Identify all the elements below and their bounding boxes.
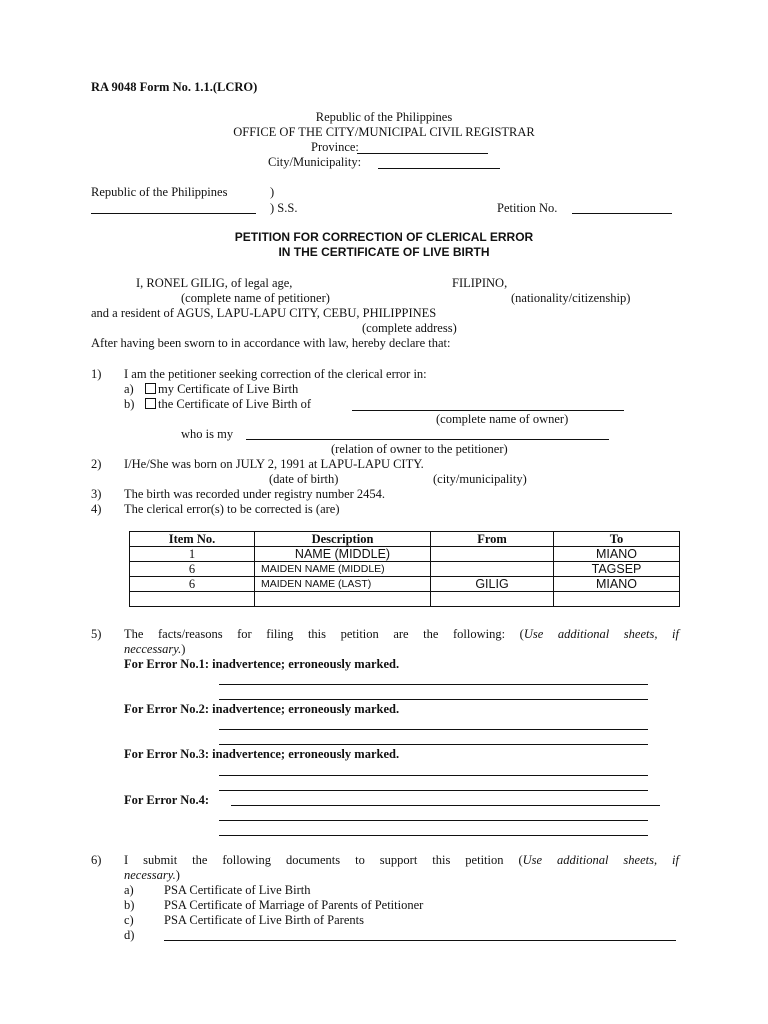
form-code: RA 9048 Form No. 1.1.(LCRO) [91, 80, 258, 94]
petition-no-field[interactable] [572, 213, 672, 214]
item4-number: 4) [91, 502, 102, 516]
title-line2: IN THE CERTIFICATE OF LIVE BIRTH [278, 245, 490, 259]
item5-note-line2 [124, 642, 185, 657]
doc-c-text: PSA Certificate of Live Birth of Parents [164, 913, 364, 927]
header-to: To [554, 532, 680, 547]
item1a-option [145, 382, 298, 397]
error3-line-1[interactable] [219, 775, 648, 776]
item1b-checkbox[interactable] [145, 398, 156, 409]
table-row [130, 562, 680, 577]
error2-reason: For Error No.2: inadvertence; erroneously marked. [124, 702, 400, 716]
item1a-label: a) [124, 382, 134, 396]
dob-caption: (date of birth) [269, 472, 339, 486]
owner-caption: (complete name of owner) [436, 412, 569, 426]
error4-line-3[interactable] [219, 835, 648, 836]
header-item-no: Item No. [130, 532, 255, 547]
cell-description[interactable]: NAME (MIDDLE) [255, 547, 431, 562]
cell-to[interactable]: TAGSEP [554, 562, 680, 577]
doc-b-text: PSA Certificate of Marriage of Parents of Petitioner [164, 898, 424, 912]
cell-item-no[interactable]: 1 [130, 547, 255, 562]
item5-note2: neccessary. [124, 642, 182, 656]
cell-item-no[interactable]: 6 [130, 577, 255, 592]
city-label: City/Municipality: [268, 155, 362, 169]
city-caption: (city/municipality) [433, 472, 527, 486]
item6-note-line2 [124, 868, 180, 883]
cell-to[interactable]: MIANO [554, 547, 680, 562]
item3-text: The birth was recorded under registry number 2454. [124, 487, 386, 501]
province-field[interactable] [357, 153, 488, 154]
item6-note: Use additional sheets, if [522, 853, 679, 867]
item1a-checkbox[interactable] [145, 383, 156, 394]
item1b-label: b) [124, 397, 135, 411]
table-row [130, 592, 680, 607]
error4-line-2[interactable] [219, 820, 648, 821]
error1-line-2[interactable] [219, 699, 648, 700]
intro-line3: After having been sworn to in accordance with law, hereby declare that: [91, 336, 451, 350]
cell-description[interactable]: MAIDEN NAME (LAST) [255, 577, 431, 592]
item2-text: I/He/She was born on JULY 2, 1991 at LAPU-LAPU CITY. [124, 457, 424, 471]
item6-number: 6) [91, 853, 102, 867]
item1b-option [145, 397, 311, 412]
cell-item-no[interactable]: 6 [130, 562, 255, 577]
cell-from[interactable] [431, 592, 554, 607]
header-description: Description [255, 532, 431, 547]
doc-b-label: b) [124, 898, 135, 912]
item6-text-line [124, 853, 679, 868]
item1a-text: my Certificate of Live Birth [158, 382, 299, 396]
header-office: OFFICE OF THE CITY/MUNICIPAL CIVIL REGISTRAR [233, 125, 535, 139]
address-caption: (complete address) [362, 321, 457, 335]
relation-caption: (relation of owner to the petitioner) [331, 442, 508, 456]
error3-reason: For Error No.3: inadvertence; erroneously marked. [124, 747, 400, 761]
intro-line1: I, RONEL GILIG, of legal age, [136, 276, 293, 290]
error4-line-1[interactable] [231, 805, 660, 806]
header-republic: Republic of the Philippines [315, 110, 453, 124]
header-from: From [431, 532, 554, 547]
cell-from[interactable] [431, 547, 554, 562]
name-caption: (complete name of petitioner) [181, 291, 330, 305]
cell-from[interactable] [431, 562, 554, 577]
error4-reason: For Error No.4: [124, 793, 210, 807]
item4-text: The clerical error(s) to be corrected is (are) [124, 502, 340, 516]
petition-no-label: Petition No. [497, 201, 558, 215]
error1-reason: For Error No.1: inadvertence; erroneously marked. [124, 657, 400, 671]
cell-from[interactable]: GILIG [431, 577, 554, 592]
item1-text: I am the petitioner seeking correction of the clerical error in: [124, 367, 427, 381]
venue-ss: ) S.S. [270, 201, 298, 215]
doc-a-text: PSA Certificate of Live Birth [164, 883, 311, 897]
venue-republic: Republic of the Philippines [91, 185, 228, 199]
venue-field[interactable] [91, 213, 256, 214]
cell-to[interactable] [554, 592, 680, 607]
item1b-text: the Certificate of Live Birth of [158, 397, 312, 411]
clerical-error-table [129, 531, 680, 607]
table-row [130, 547, 680, 562]
city-field[interactable] [378, 168, 500, 169]
province-label: Province: [311, 140, 359, 154]
item5-note: Use additional sheets, if [523, 627, 679, 641]
item2-number: 2) [91, 457, 102, 471]
error1-line-1[interactable] [219, 684, 648, 685]
item6-note2: necessary. [124, 868, 176, 882]
owner-name-field[interactable] [352, 410, 624, 411]
item5-text-line [124, 627, 679, 642]
intro-nationality: FILIPINO, [452, 276, 508, 290]
item5-close: ) [181, 642, 186, 656]
item6-text: I submit the following documents to support this petition ( [124, 853, 523, 867]
venue-paren: ) [270, 185, 275, 199]
item6-close: ) [175, 868, 180, 882]
who-label: who is my [181, 427, 234, 441]
item5-number: 5) [91, 627, 102, 641]
table-row [130, 577, 680, 592]
item5-text: The facts/reasons for filing this petition are the following: ( [124, 627, 524, 641]
doc-a-label: a) [124, 883, 134, 897]
item1-number: 1) [91, 367, 102, 381]
nationality-caption: (nationality/citizenship) [511, 291, 631, 305]
error2-line-1[interactable] [219, 729, 648, 730]
error2-line-2[interactable] [219, 744, 648, 745]
title-line1: PETITION FOR CORRECTION OF CLERICAL ERROR [234, 230, 534, 244]
cell-to[interactable]: MIANO [554, 577, 680, 592]
doc-d-field[interactable] [164, 940, 676, 941]
error3-line-2[interactable] [219, 790, 648, 791]
intro-line2: and a resident of AGUS, LAPU-LAPU CITY, CEBU, PHILIPPINES [91, 306, 437, 320]
doc-c-label: c) [124, 913, 134, 927]
cell-description[interactable]: MAIDEN NAME (MIDDLE) [255, 562, 431, 577]
relation-field[interactable] [246, 439, 609, 440]
doc-d-label: d) [124, 928, 135, 942]
cell-description[interactable] [255, 592, 431, 607]
table-header-row [130, 532, 680, 547]
item3-number: 3) [91, 487, 102, 501]
cell-item-no[interactable] [130, 592, 255, 607]
